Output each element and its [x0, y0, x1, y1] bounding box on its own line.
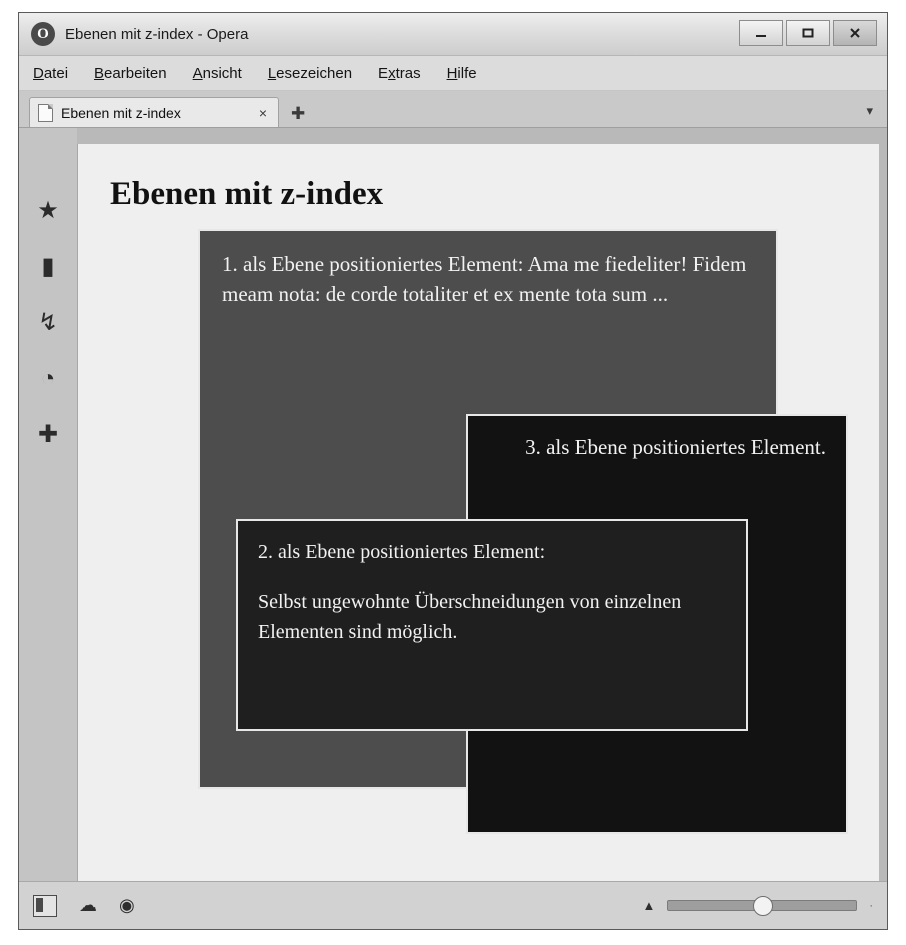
menu-extras[interactable]: Extras — [378, 64, 421, 82]
zoom-slider[interactable] — [667, 899, 857, 913]
tab-label: Ebenen mit z-index — [61, 104, 181, 121]
title-bar — [19, 13, 887, 56]
content-area — [19, 128, 887, 901]
menu-lesezeichen[interactable]: Lesezeichen — [267, 64, 353, 82]
menu-bar — [19, 56, 887, 91]
window-title: Ebenen mit z-index - Opera — [65, 25, 249, 43]
layer-2-line-1: 2. als Ebene positioniertes Element: — [258, 541, 546, 563]
layer-2-line-2: Selbst ungewohnte Überschneidungen von einzelnen Elementen sind möglich. — [258, 591, 682, 643]
page-favicon-icon — [38, 104, 53, 122]
tab-close-icon[interactable]: × — [258, 104, 267, 121]
menu-hilfe[interactable]: Hilfe — [446, 64, 477, 82]
history-clock-icon[interactable]: ◔ — [40, 365, 56, 392]
new-tab-icon[interactable]: ✚ — [291, 104, 306, 123]
zoom-slider-handle[interactable] — [753, 896, 773, 916]
tab-bar — [19, 91, 887, 128]
add-panel-icon[interactable]: ✚ — [37, 421, 59, 448]
chevron-down-icon[interactable]: ▾ — [866, 103, 873, 118]
layer-2-box — [236, 519, 748, 731]
window-controls — [739, 20, 877, 46]
opera-o-icon: O — [31, 22, 55, 46]
side-panel-bar — [19, 128, 77, 901]
camera-icon[interactable]: ◉ — [119, 895, 135, 915]
tab-ebenen-mit-z-index[interactable] — [29, 97, 279, 127]
layer-3-text: 3. als Ebene positioniertes Element. — [525, 435, 826, 459]
web-page-canvas — [77, 144, 879, 901]
maximize-button[interactable] — [786, 20, 830, 46]
bookmarks-star-icon[interactable]: ★ — [37, 197, 59, 224]
close-button[interactable] — [833, 20, 877, 46]
notes-icon[interactable]: ▮ — [41, 253, 55, 280]
browser-window — [18, 12, 888, 930]
menu-bearbeiten[interactable]: Bearbeiten — [94, 64, 167, 82]
menu-datei[interactable]: Datei — [33, 64, 69, 82]
status-bar — [19, 881, 887, 929]
downloads-icon[interactable]: ↯ — [37, 309, 59, 336]
zoom-control — [642, 898, 873, 913]
page-title: Ebenen mit z-index — [110, 176, 384, 212]
menu-ansicht[interactable]: Ansicht — [192, 64, 242, 82]
zoom-end-label: · — [869, 899, 873, 912]
caret-up-icon[interactable]: ▲ — [642, 898, 656, 913]
panel-toggle-icon[interactable] — [33, 895, 57, 917]
cloud-icon[interactable]: ☁ — [79, 895, 97, 915]
layer-1-text: 1. als Ebene positioniertes Element: Ama me fiedeliter! Fidem meam nota: de corde totaliter et ex mente tota sum ... — [222, 252, 747, 307]
minimize-button[interactable] — [739, 20, 783, 46]
